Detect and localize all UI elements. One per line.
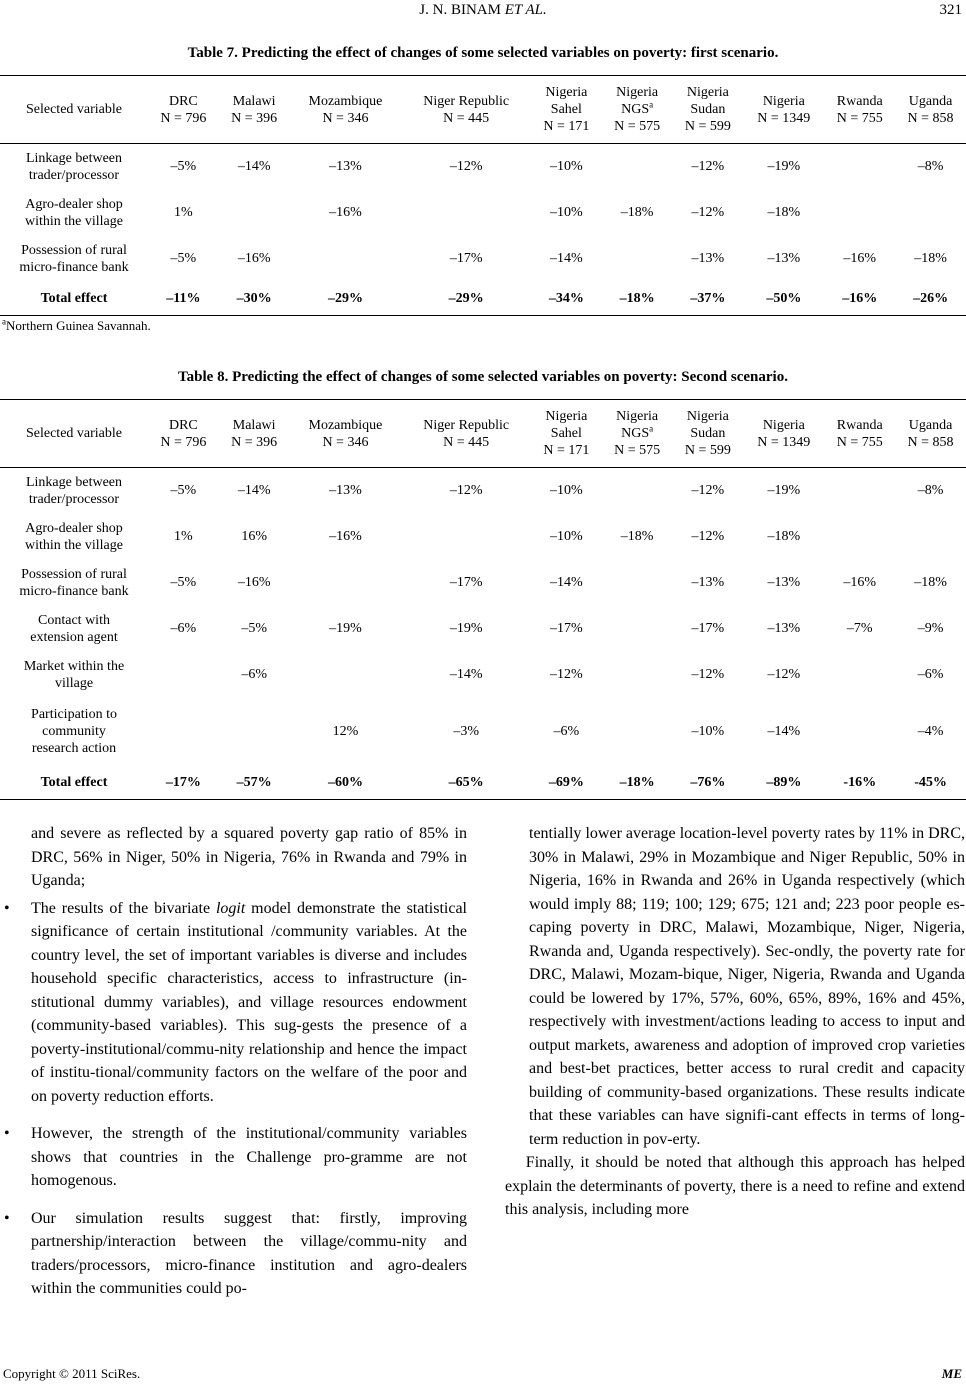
table-cell: –6% — [170, 621, 197, 636]
total-cell: –30% — [236, 290, 272, 306]
table-cell: –12% — [691, 205, 725, 220]
total-row — [0, 766, 966, 800]
column-header: Nigeria Sudan N = 599 — [684, 409, 731, 458]
table-cell — [824, 698, 895, 766]
column-header: Selected variable — [25, 426, 122, 441]
table-row — [0, 698, 966, 766]
table7-footnote — [2, 318, 151, 334]
header-authors: J. N. BINAM — [419, 2, 501, 18]
table-cell: –13% — [691, 575, 725, 590]
table-cell: –12% — [767, 667, 801, 682]
row-label: Contact with extension agent — [30, 612, 118, 645]
table-cell: 12% — [332, 724, 359, 739]
table-cell: –10% — [550, 529, 583, 544]
table-cell — [401, 514, 531, 560]
table-cell: –17% — [449, 251, 483, 266]
table-cell: –14% — [550, 251, 583, 266]
table-cell: –10% — [550, 159, 583, 175]
table-row — [0, 236, 966, 282]
table-cell: –17% — [449, 575, 483, 590]
column-header: Nigeria Sahel N = 171 — [543, 409, 590, 458]
table-cell: –18% — [914, 251, 947, 266]
copyright-notice: Copyright © 2011 SciRes. — [3, 1366, 141, 1381]
total-cell: –69% — [548, 774, 584, 790]
findings-list — [4, 897, 467, 1301]
table-cell — [219, 190, 290, 236]
column-header: DRC N = 796 — [160, 417, 207, 450]
table-cell: –16% — [843, 251, 877, 266]
table-cell: –16% — [329, 205, 362, 220]
table-row — [0, 514, 966, 560]
column-header: Nigeria Sahel N = 171 — [543, 85, 590, 134]
table8-header-row — [0, 400, 966, 468]
total-cell: –18% — [619, 290, 655, 306]
total-cell: –17% — [165, 774, 201, 790]
table-cell — [148, 652, 219, 698]
table-cell: –10% — [550, 483, 583, 499]
table-cell: –6% — [917, 667, 944, 682]
table-cell: –16% — [237, 251, 271, 266]
total-cell: –29% — [448, 290, 484, 306]
table-cell — [401, 190, 531, 236]
table-cell: –8% — [917, 483, 944, 499]
table-cell — [824, 652, 895, 698]
table-cell: –7% — [846, 621, 873, 636]
footnote-text: Northern Guinea Savannah. — [6, 318, 151, 333]
table-cell — [824, 514, 895, 560]
table-row — [0, 190, 966, 236]
table-cell: –6% — [241, 667, 267, 682]
column-header: Nigeria N = 1349 — [757, 417, 811, 450]
table-cell: –12% — [691, 529, 725, 544]
total-cell: –57% — [236, 774, 272, 790]
column-header: Mozambique N = 346 — [308, 93, 383, 126]
table-cell: 16% — [241, 529, 267, 544]
column-header: Nigeria NGS$^a$ N = 575 — [614, 409, 661, 458]
table-cell: –5% — [170, 251, 197, 266]
journal-abbrev: ME — [941, 1366, 962, 1381]
total-cell: –16% — [842, 290, 878, 306]
total-cell: -45% — [914, 774, 947, 790]
table-cell — [895, 514, 966, 560]
column-header: Uganda N = 858 — [907, 93, 954, 126]
table7-header-row — [0, 76, 966, 144]
table7 — [0, 75, 966, 316]
bullet-icon: • — [4, 899, 10, 917]
right-continuation-paragraph: tentially lower average location-level poverty rates by 11% in DRC, 30% in Malawi, 29% in Mozambique and Niger Republic, 50% in Nigeria, 16% in Rwanda and 26% in Uganda respectively (which would imply 88; 119; 100; 129; 675; 121 and; 223 poor people es-caping poverty in DRC, Malawi, Mozambique, Niger, Nigeria, Rwanda and, Uganda respectively). Sec-ondly, the poverty rate for DRC, Malawi, Mozam-bique, Niger, Nigeria, Rwanda and Uganda could be lowered by 17%, 57%, 60%, 65%, 89%, 16% and 45%, respectively with investment/actions leading to access to input and output markets, awareness and adoption of improved crop varieties and best-bet practices, better access to rural credit and capacity building of community-based organizations. These results indicate that these variables can have signifi-cant effects in terms of long-term reduction in pov-erty. — [529, 825, 965, 1148]
table-cell: 1% — [174, 205, 193, 220]
bullet-icon: • — [4, 1125, 10, 1142]
final-paragraph: Finally, it should be noted that although this approach has helped explain the determinants of poverty, there is a need to refine and extend this analysis, including more — [505, 1154, 965, 1218]
table-cell: –12% — [449, 159, 483, 175]
table-row — [0, 606, 966, 652]
table-cell: –10% — [691, 724, 725, 739]
table-cell: –13% — [767, 251, 801, 266]
table-cell — [219, 698, 290, 766]
total-cell: –37% — [690, 290, 726, 306]
table-row — [0, 144, 966, 190]
table-cell — [290, 652, 402, 698]
table8-caption: Table 8. Predicting the effect of changes of some selected variables on poverty: Second scenario. — [178, 369, 788, 385]
left-text-column — [4, 822, 467, 1315]
logit-term: logit — [215, 899, 246, 917]
total-cell: –26% — [913, 290, 949, 306]
table-cell: –5% — [170, 159, 197, 175]
column-header: Nigeria Sudan N = 599 — [684, 85, 731, 134]
right-text-column — [505, 822, 965, 1222]
table-cell: –14% — [237, 483, 271, 499]
table-cell: –12% — [691, 667, 725, 682]
column-header: Uganda N = 858 — [907, 417, 954, 450]
table-cell: –12% — [550, 667, 583, 682]
total-cell: –50% — [766, 290, 802, 306]
table-cell: –13% — [329, 483, 362, 499]
table-cell: –19% — [329, 621, 362, 636]
header-et-al: ET AL. — [504, 2, 547, 18]
table-row — [0, 468, 966, 514]
table8 — [0, 399, 966, 800]
table-cell: –13% — [767, 575, 801, 590]
column-header: Nigeria N = 1349 — [757, 93, 811, 126]
table-cell: –5% — [170, 575, 197, 590]
table-cell: –16% — [237, 575, 271, 590]
row-label: Market within the village — [23, 658, 125, 691]
table-cell: –16% — [843, 575, 877, 590]
table-cell: –8% — [917, 159, 944, 175]
total-label: Total effect — [40, 290, 108, 306]
row-label: Participation to community research action — [31, 707, 117, 756]
table-cell — [824, 190, 895, 236]
row-label: Agro-dealer shop within the village — [25, 520, 123, 553]
table-cell: –12% — [691, 483, 725, 499]
table-cell: –19% — [449, 621, 483, 636]
table-cell — [824, 144, 895, 190]
table-cell — [602, 606, 673, 652]
column-header: Mozambique N = 346 — [308, 417, 383, 450]
table-cell: –5% — [170, 483, 197, 499]
table-cell — [602, 560, 673, 606]
row-label: Linkage between trader/processor — [25, 474, 122, 507]
table-cell — [290, 236, 402, 282]
footnote-marker: a — [2, 316, 6, 327]
row-label: Possession of rural micro-finance bank — [19, 566, 129, 599]
table-row — [0, 560, 966, 606]
total-cell: –11% — [166, 290, 201, 306]
total-cell: –34% — [548, 290, 584, 306]
table-cell — [602, 652, 673, 698]
total-cell: –89% — [766, 774, 802, 790]
table-cell — [148, 698, 219, 766]
table-cell: –12% — [449, 483, 483, 499]
table-cell: –9% — [917, 621, 944, 636]
list-item: • However, the strength of the institutional/community variables shows that countries in the Challenge pro-gramme are not homogenous. — [31, 1122, 467, 1193]
column-header: Niger Republic N = 445 — [423, 93, 510, 126]
column-header: Malawi N = 396 — [231, 417, 278, 450]
row-label: Possession of rural micro-finance bank — [19, 242, 129, 275]
table-cell — [602, 144, 673, 190]
table-cell — [602, 236, 673, 282]
table-cell: –3% — [453, 724, 479, 739]
list-item: • The results of the bivariate logit model demonstrate the statistical significance of certain institutional /community variables. At the country level, the set of important variables is diverse and includes household specific characteristics, access to infrastructure (in-stitutional dummy variables), and village resources endowment (community-based variables). This sug-gests the presence of a poverty-institutional/commu-nity relationship and hence the impact of institu-tional/community factors on the welfare of the poor and on poverty reduction efforts. — [31, 897, 467, 1109]
total-cell: –60% — [327, 774, 363, 790]
total-cell: –65% — [448, 774, 484, 790]
table-cell: –14% — [449, 667, 483, 682]
running-header — [0, 2, 966, 19]
table-cell — [824, 468, 895, 514]
table-cell: –18% — [914, 575, 947, 590]
column-header: Malawi N = 396 — [231, 93, 278, 126]
column-header: DRC N = 796 — [160, 93, 207, 126]
total-cell: –76% — [690, 774, 726, 790]
table-cell: –19% — [767, 483, 801, 499]
total-cell: -16% — [843, 774, 877, 790]
total-label: Total effect — [40, 774, 108, 790]
page-number: 321 — [939, 2, 962, 18]
table-cell — [602, 698, 673, 766]
column-header: Rwanda N = 755 — [836, 93, 883, 126]
table-cell: –10% — [550, 205, 583, 220]
total-row — [0, 282, 966, 316]
table-cell — [290, 560, 402, 606]
table-cell: –13% — [329, 159, 362, 175]
table-cell: –14% — [550, 575, 583, 590]
row-label: Linkage between trader/processor — [25, 150, 122, 183]
table-cell: –13% — [691, 251, 725, 266]
table-cell — [895, 190, 966, 236]
table-cell: –13% — [767, 621, 801, 636]
column-header: Nigeria NGS$^a$ N = 575 — [614, 85, 661, 134]
total-cell: –29% — [327, 290, 363, 306]
row-label: Agro-dealer shop within the village — [25, 196, 123, 229]
table-cell: –18% — [767, 205, 801, 220]
table-cell: 1% — [174, 529, 193, 544]
table-cell: –17% — [691, 621, 725, 636]
total-cell: –18% — [619, 774, 655, 790]
table-cell: –18% — [620, 205, 654, 220]
table-cell: –18% — [767, 529, 801, 544]
table-cell: –5% — [241, 621, 267, 636]
table-cell: –14% — [767, 724, 801, 739]
list-item: • Our simulation results suggest that: firstly, improving partnership/interaction between the village/commu-nity and traders/processors, micro-finance institution and agro-dealers within the communities could po- — [31, 1207, 467, 1301]
column-header: Niger Republic N = 445 — [423, 417, 510, 450]
table7-caption: Table 7. Predicting the effect of changes of some selected variables on poverty: first scenario. — [187, 45, 779, 61]
table-cell: –6% — [553, 724, 580, 739]
table-cell: –18% — [620, 529, 654, 544]
table-cell: –16% — [329, 529, 362, 544]
table-row — [0, 652, 966, 698]
column-header: Selected variable — [25, 102, 122, 117]
column-header: Rwanda N = 755 — [836, 417, 883, 450]
table-cell: –14% — [237, 159, 271, 175]
bullet-icon: • — [4, 1209, 10, 1227]
table-cell — [602, 468, 673, 514]
table-cell: –12% — [691, 159, 725, 175]
table-cell: –19% — [767, 159, 801, 175]
left-intro-paragraph: and severe as reflected by a squared poverty gap ratio of 85% in DRC, 56% in Niger, 50% in Nigeria, 76% in Rwanda and 79% in Uganda; — [31, 825, 467, 889]
table-cell: –4% — [917, 724, 944, 739]
table-cell: –17% — [550, 621, 583, 636]
